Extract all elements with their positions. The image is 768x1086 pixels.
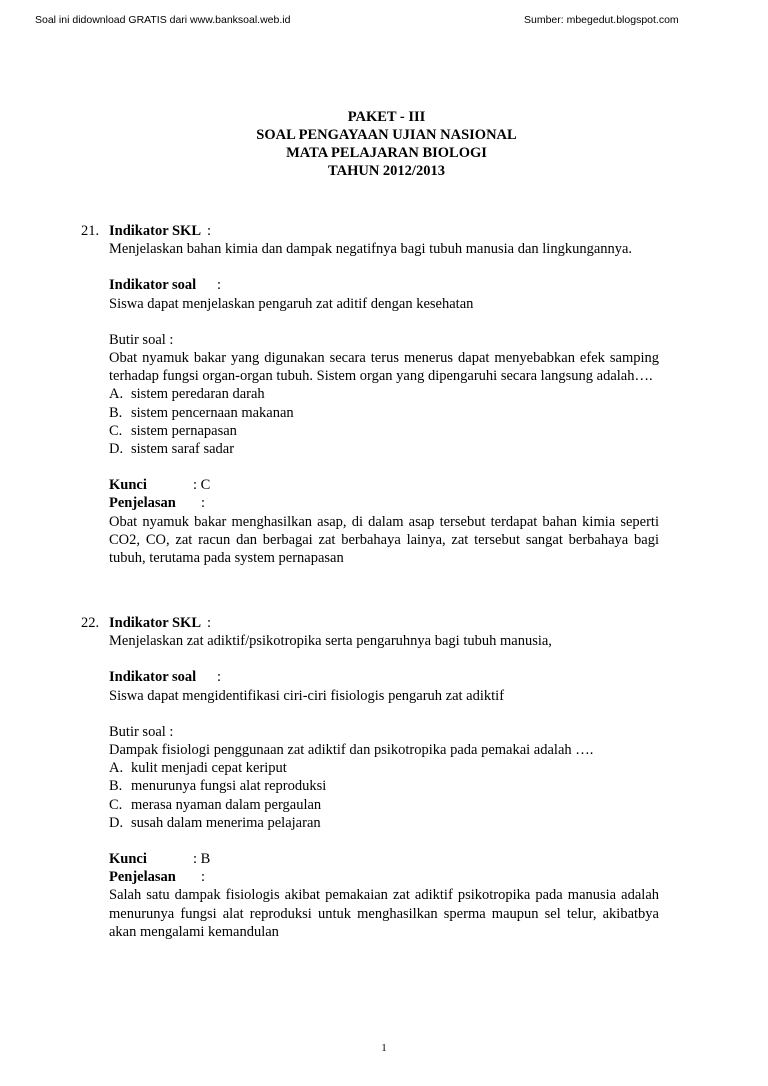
kunci-label: Kunci bbox=[109, 477, 147, 494]
kunci-value: : C bbox=[193, 477, 211, 494]
penjelasan-separator: : bbox=[201, 495, 206, 512]
soal-separator: : bbox=[217, 277, 222, 294]
header-source-left: Soal ini didownload GRATIS dari www.banksoal.web.id bbox=[35, 14, 291, 26]
penjelasan-text: Obat nyamuk bakar menghasilkan asap, di dalam asap tersebut terdapat bahan kimia seperti CO2, CO, zat racun dan berbagai zat berbahaya lainya, zat tersebut sangat berbahaya bagi tubuh, terutama pada system pernapasan bbox=[109, 513, 659, 567]
document-title bbox=[0, 108, 768, 180]
page-number: 1 bbox=[381, 1042, 387, 1054]
question-number: 22. bbox=[81, 615, 100, 631]
skl-label: Indikator SKL bbox=[109, 615, 202, 631]
butir-text: Dampak fisiologi penggunaan zat adiktif dan psikotropika pada pemakai adalah …. bbox=[109, 742, 594, 759]
option-a: A. kulit menjadi cepat keriput bbox=[109, 760, 287, 777]
kunci-label: Kunci bbox=[109, 851, 147, 868]
title-line-soal: SOAL PENGAYAAN UJIAN NASIONAL bbox=[256, 127, 517, 143]
penjelasan-text: Salah satu dampak fisiologis akibat pemakaian zat adiktif psikotropika pada manusia adalah menurunya fungsi alat reproduksi untuk menghasilkan sperma maupun sel telur, akibatbya akan mengalami kemandulan bbox=[109, 887, 659, 940]
question-22 bbox=[81, 614, 661, 941]
skl-separator: : bbox=[207, 223, 212, 239]
header-source-right: Sumber: mbegedut.blogspot.com bbox=[524, 14, 679, 26]
penjelasan-label: Penjelasan bbox=[109, 495, 176, 512]
soal-label: Indikator soal bbox=[109, 669, 197, 686]
option-b: B. menurunya fungsi alat reproduksi bbox=[109, 778, 327, 795]
butir-text: Obat nyamuk bakar yang digunakan secara terus menerus dapat menyebabkan efek samping terhadap fungsi organ-organ tubuh. Sistem organ yang dipengaruhi secara langsung adalah…. bbox=[109, 350, 659, 385]
title-line-mapel: MATA PELAJARAN BIOLOGI bbox=[286, 145, 487, 161]
option-c: C. merasa nyaman dalam pergaulan bbox=[109, 796, 322, 813]
butir-label: Butir soal : bbox=[109, 331, 174, 348]
skl-text: Menjelaskan bahan kimia dan dampak negatifnya bagi tubuh manusia dan lingkungannya. bbox=[109, 241, 633, 258]
option-a: A. sistem peredaran darah bbox=[109, 386, 265, 403]
skl-label: Indikator SKL bbox=[109, 223, 202, 239]
question-number: 21. bbox=[81, 223, 100, 239]
question-21 bbox=[81, 222, 661, 567]
penjelasan-label: Penjelasan bbox=[109, 869, 176, 886]
soal-separator: : bbox=[217, 669, 222, 686]
option-c: C. sistem pernapasan bbox=[109, 422, 237, 439]
soal-text: Siswa dapat menjelaskan pengaruh zat aditif dengan kesehatan bbox=[109, 295, 474, 312]
penjelasan-separator: : bbox=[201, 869, 206, 886]
soal-text: Siswa dapat mengidentifikasi ciri-ciri fisiologis pengaruh zat adiktif bbox=[109, 687, 505, 704]
option-d: D. susah dalam menerima pelajaran bbox=[109, 814, 321, 831]
option-b: B. sistem pencernaan makanan bbox=[109, 404, 294, 421]
option-d: D. sistem saraf sadar bbox=[109, 441, 235, 458]
skl-text: Menjelaskan zat adiktif/psikotropika serta pengaruhnya bagi tubuh manusia, bbox=[109, 633, 552, 650]
title-line-paket: PAKET - III bbox=[347, 109, 426, 125]
skl-separator: : bbox=[207, 615, 212, 631]
title-line-tahun: TAHUN 2012/2013 bbox=[328, 163, 445, 179]
soal-label: Indikator soal bbox=[109, 277, 197, 294]
kunci-value: : B bbox=[193, 851, 211, 868]
butir-label: Butir soal : bbox=[109, 723, 174, 740]
